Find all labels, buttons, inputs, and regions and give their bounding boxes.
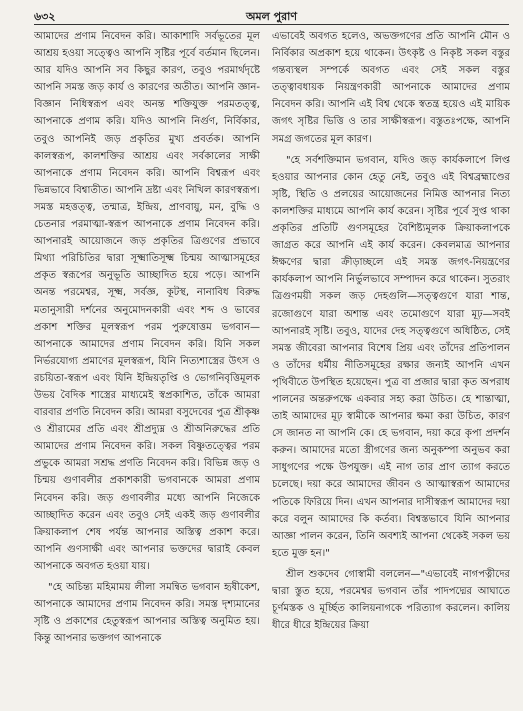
right-paragraph-1: এভাবেই অবগত হলেও, অভক্তগণের প্রতি আপনি মৌন ও নির্বিকার অপ্রকাশ হয়ে থাকেন। উৎকৃষ্ট ও নিকৃষ্ট সকল বস্তুর গন্তব্যস্থল সম্পর্কে অবগত এবং সেই সকল বস্তুর তত্ত্বাবধায়ক নিয়ন্ত্রণকারী আপনাকে আমাদের প্রণাম নিবেদন করি। আপনি এই বিশ্ব থেকে স্বতন্ত্র হয়েও এই মায়িক জগৎ সৃষ্টির ভিত্তি ও তার সাক্ষীস্বরূপ। বস্তুতঃপক্ষে, আপনি সমগ্র জগতের মূল কারণ। xyxy=(272,31,510,145)
page-number: ৬৩২ xyxy=(34,10,56,23)
right-paragraph-3: শ্রীল শুকদেব গোস্বামী বললেন—"এভাবেই নাগপত্নীদের দ্বারা স্তুত হয়ে, পরমেশ্বর ভগবান তাঁর পাদপদ্মের আঘাতে চূর্ণমস্তক ও মূর্চ্ছিত কালিয়নাগকে পরিত্যাগ করলেন। কালিয় ধীরে ধীরে ইন্দ্রিয়ের ক্রিয়া xyxy=(272,568,510,632)
left-column xyxy=(34,28,260,704)
left-paragraph-1: আমাদের প্রণাম নিবেদন করি। আকাশাদি সর্বভূতের মূল আশ্রয় হওয়া সত্ত্বেও আপনি সৃষ্টির পূর্বে বর্তমান ছিলেন। আর যদিও আপনি সব কিছুর কারণ, তবুও পরমার্থদৃষ্টে আপনি সমস্ত জড় কার্য ও কারণের অতীত। আপনি জ্ঞান-বিজ্ঞান নিধিস্বরূপ এবং অনন্ত শক্তিযুক্ত পরমতত্ত্ব, আপনাকে প্রণাম করি। যদিও আপনি নির্গুণ, নির্বিকার, তবুও আপনিই জড় প্রকৃতির মুখ্য প্রবর্তক। আপনি কালস্বরূপ, কালশক্তির আশ্রয় এবং সর্বকালের সাক্ষী আপনাকে প্রণাম নিবেদন করি। আপনি বিশ্বরূপ এবং ভিন্নভাবে বিশ্বাতীত। আপনি দ্রষ্টা এবং নিখিল কারণস্বরূপ। সমস্ত মহত্তত্ত্ব, তন্মাত্র, ইন্দ্রিয়, প্রাণবায়ু, মন, বুদ্ধি ও চেতনার পরমাত্মা-স্বরূপ আপনাকে প্রণাম নিবেদন করি। আপনারই আয়োজনে জড় প্রকৃতির ত্রিগুণের প্রভাবে মিথ্যা পরিচিতির দ্বারা সূক্ষ্মাতিসূক্ষ্ম চিন্ময় আত্মাসমূহের প্রকৃত স্বরূপের অনুভূতি আচ্ছাদিত হয়ে পড়ে। আপনি অনন্ত পরমেশ্বর, সূক্ষ্ম, সর্বজ্ঞ, কূটস্থ, নানাবিধ বিরুদ্ধ মতানুসারী দর্শনের অনুমোদনকারী এবং শব্দ ও ভাবের প্রকাশ শক্তির মূলস্বরূপ পরম পুরুষোত্তম ভগবান—আপনাকে আমাদের প্রণাম নিবেদন করি। যিনি সকল নির্ভরযোগ্য প্রমাণের মূলস্বরূপ, যিনি নিত্যশাস্ত্রের উৎস ও রচয়িতা-স্বরূপ এবং যিনি ইন্দ্রিয়তৃপ্তি ও ভোগনিবৃত্তিমূলক উভয় বৈদিক শাস্ত্রের মাধ্যমেই স্বপ্রকাশিত, তাঁকে আমরা বারবার প্রণতি নিবেদন করি। আমরা বসুদেবের পুত্র শ্রীকৃষ্ণ ও শ্রীরামের প্রতি এবং শ্রীপ্রদ্যুম্ন ও শ্রীঅনিরুদ্ধের প্রতি আমাদের প্রণাম নিবেদন করি। সকল বিষ্ণুতত্ত্বের পরম প্রভুকে আমরা সশ্রদ্ধ প্রণতি নিবেদন করি। বিভিন্ন জড় ও চিন্ময় গুণাবলীর প্রকাশকারী ভগবানকে আমরা প্রণাম নিবেদন করি। জড় গুণাবলীর মধ্যে আপনি নিজেকে আচ্ছাদিত করেন এবং তবুও সেই একই জড় গুণাবলীর ক্রিয়াকলাপ শেষ পর্যন্ত আপনার অস্তিত্ব প্রকাশ করে। আপনি গুণসাক্ষী এবং আপনার ভক্তদের দ্বারাই কেবল আপনাকে অবগত হওয়া যায়। xyxy=(34,31,260,572)
right-paragraph-2: "হে সর্বশক্তিমান ভগবান, যদিও জড় কার্যকলাপে লিপ্ত হওয়ার আপনার কোন হেতু নেই, তবুও এই বিশ্বব্রহ্মাণ্ডের সৃষ্টি, স্থিতি ও প্রলয়ের আয়োজনের নিমিত্ত আপনার নিত্য কালশক্তির মাধ্যমে আপনি কার্য করেন। সৃষ্টির পূর্বে সুপ্ত থাকা প্রকৃতির প্রতিটি গুণসমূহের বৈশিষ্ট্যমূলক ক্রিয়াকলাপকে জাগ্রত করে আপনি এই কার্য করেন। কেবলমাত্র আপনার ঈক্ষণের দ্বারা ক্রীড়াচ্ছলে এই সমস্ত জগৎ-নিয়ন্ত্রণের কার্যকলাপ আপনি নির্ভুলভাবে সম্পাদন করে থাকেন। সুতরাং ত্রিগুণময়ী সকল জড় দেহগুলি—সত্ত্বগুণে যারা শান্ত, রজোগুণে যারা অশান্ত এবং তমোগুণে যারা মূঢ়—সবই আপনারই সৃষ্টি। তবুও, যাদের দেহ সত্ত্বগুণে অধিষ্ঠিত, সেই সমস্ত জীবেরা আপনার বিশেষ প্রিয় এবং তাঁদের প্রতিপালন ও তাঁদের ধর্মীয় নীতিসমূহের রক্ষার জন্যই আপনি এখন পৃথিবীতে উপস্থিত হয়েছেন। পুত্র বা প্রজার দ্বারা কৃত অপরাধ পালনের অন্তরুপক্ষে একবার সহ্য করা উচিত। হে শান্তাত্মা, তাই আমাদের মূঢ় স্বামীকে আপনার ক্ষমা করা উচিত, কারণ সে জানত না আপনি কে। হে ভগবান, দয়া করে কৃপা প্রদর্শন করুন। আমাদের মতো স্ত্রীগণের জন্য অনুকম্পা অনুভব করা সাধুগণের পক্ষে উপযুক্ত। এই নাগ তার প্রাণ ত্যাগ করতে চলেছে। দয়া করে আমাদের জীবন ও আত্মাস্বরূপ আমাদের পতিকে ফিরিয়ে দিন। এখন আপনার দাসীস্বরূপ আমাদের দয়া করে বলুন আমাদের কি কর্তব্য। বিশ্বস্তভাবে যিনি আপনার আজ্ঞা পালন করেন, তিনি অবশ্যই আপনা থেকেই সকল ভয় হতে মুক্ত হন।" xyxy=(272,154,510,559)
header-rule xyxy=(34,24,509,25)
left-paragraph-2: "হে অচিন্ত্য মহিমাময় লীলা সমন্বিত ভগবান হৃষীকেশ, আপনাকে আমাদের প্রণাম নিবেদন করি। সমস্ত দৃশ্যমানের সৃষ্টি ও প্রকাশের হেতুস্বরূপ আপনার অস্তিত্ব অনুমিত হয়। কিন্তু আপনার ভক্তগণ আপনাকে xyxy=(34,582,260,645)
right-column xyxy=(272,28,510,704)
running-title: অমল পুরাণ xyxy=(245,10,298,23)
